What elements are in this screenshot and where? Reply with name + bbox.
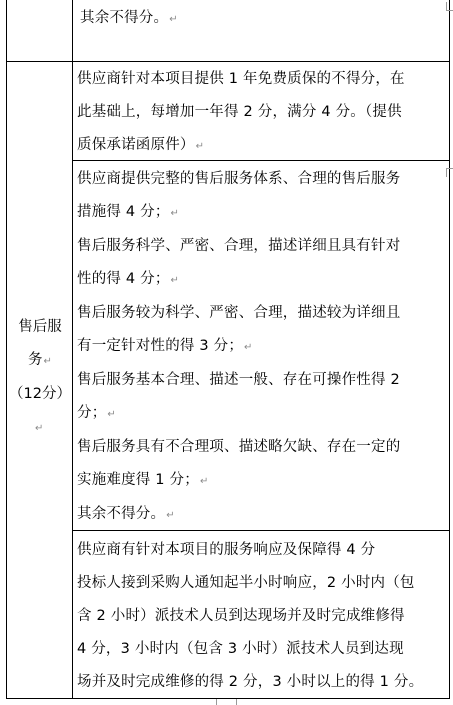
table-row-divider [6,61,450,62]
margin-mark [446,2,453,11]
table-border-right [449,0,450,699]
margin-mark [446,168,453,177]
margin-mark [236,699,237,705]
table-column-divider [72,0,73,699]
table-border-left [6,0,7,699]
cell-text: 供应商针对本项目提供 1 年免费质保的不得分，在 此基础上，每增加一年得 2 分，满分 4 分。（提供 质保承诺函原件）↵ [77,71,405,153]
cell-text: 供应商有针对本项目的服务响应及保障得 4 分 投标人接到采购人通知起半小时响应，2 小时内（包 含 2 小时）派技术人员到达现场并及时完成维修得 4 分，3 小时内（包含 3 小时）派技术人员到达现 场并及时完成维修的得 2 分，3 小时以上的得 1 分。 [77,542,424,690]
cell-text: 其余不得分。↵ [80,10,178,26]
category-label: 售后服 务↵ （12分） ↵ [9,319,71,434]
margin-mark [216,699,217,705]
cell-text: 供应商提供完整的售后服务体系、合理的售后服务 措施得 4 分；↵ 售后服务科学、严密、合理，描述详细且具有针对 性的得 4 分；↵ 售后服务较为科学、严密、合理，描述较为详细且 有一定针对性的得 3 分；↵ 售后服务基本合理、描述一般、存在可操作性得 2 分；↵ 售后服务具有不合理项、描述略欠缺、存在一定的 实施难度得 1 分；↵ 其余不得分。↵ [77,171,401,522]
